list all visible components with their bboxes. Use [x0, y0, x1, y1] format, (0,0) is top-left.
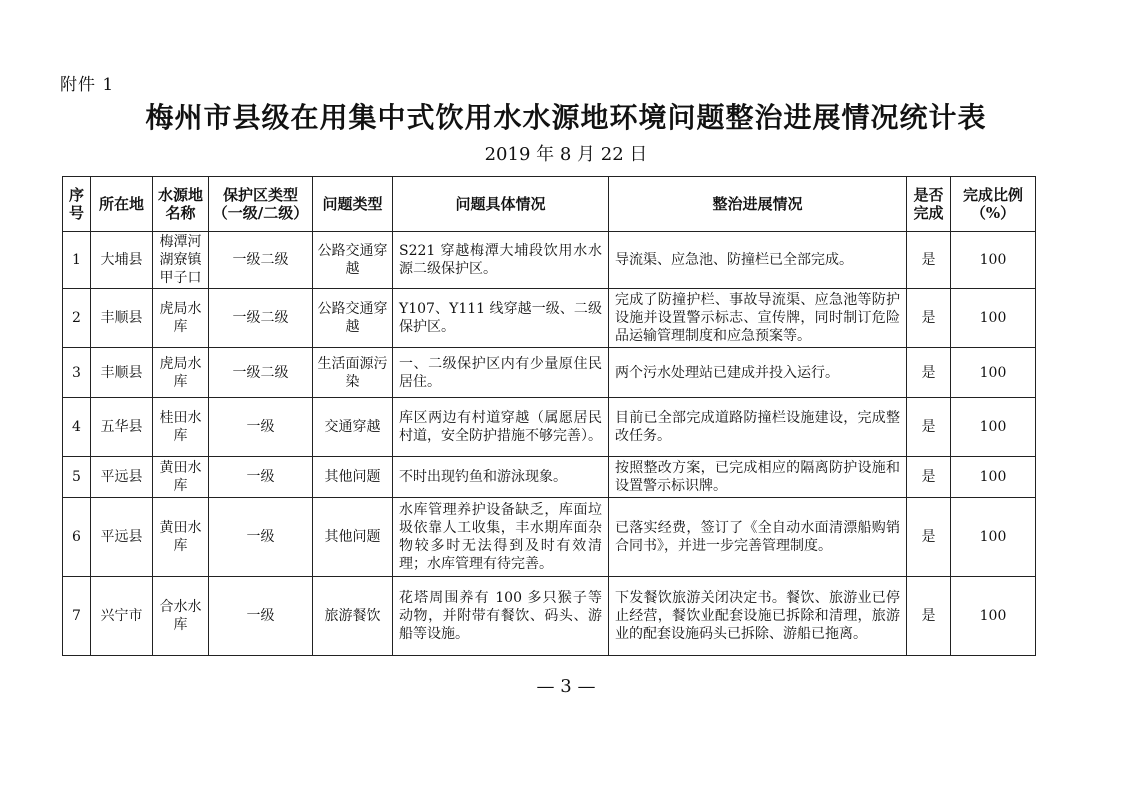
cell-location: 兴宁市: [91, 577, 153, 656]
cell-type: 其他问题: [313, 457, 393, 498]
table-row: [63, 232, 1036, 289]
cell-type: 生活面源污染: [313, 348, 393, 398]
cell-no: 1: [63, 232, 91, 289]
cell-progress: 按照整改方案，已完成相应的隔离防护设施和设置警示标识牌。: [609, 457, 907, 498]
cell-source: 虎局水库: [153, 348, 209, 398]
cell-ratio: 100: [951, 232, 1036, 289]
cell-progress: 两个污水处理站已建成并投入运行。: [609, 348, 907, 398]
cell-progress: 已落实经费，签订了《全自动水面清漂船购销合同书》，并进一步完善管理制度。: [609, 498, 907, 577]
table-row: [63, 498, 1036, 577]
cell-ratio: 100: [951, 289, 1036, 348]
cell-source: 梅潭河湖寮镇甲子口: [153, 232, 209, 289]
cell-no: 3: [63, 348, 91, 398]
cell-done: 是: [907, 457, 951, 498]
cell-location: 大埔县: [91, 232, 153, 289]
cell-done: 是: [907, 577, 951, 656]
table-header-row: [63, 177, 1036, 232]
cell-done: 是: [907, 348, 951, 398]
table-row: [63, 457, 1036, 498]
cell-detail: S221 穿越梅潭大埔段饮用水水源二级保护区。: [393, 232, 609, 289]
cell-location: 平远县: [91, 498, 153, 577]
cell-location: 五华县: [91, 398, 153, 457]
cell-detail: Y107、Y111 线穿越一级、二级保护区。: [393, 289, 609, 348]
header-ratio: 完成比例（%）: [951, 177, 1036, 232]
cell-zone: 一级: [209, 398, 313, 457]
table-row: [63, 289, 1036, 348]
cell-no: 5: [63, 457, 91, 498]
cell-source: 桂田水库: [153, 398, 209, 457]
cell-zone: 一级: [209, 577, 313, 656]
cell-ratio: 100: [951, 577, 1036, 656]
cell-zone: 一级: [209, 457, 313, 498]
cell-source: 虎局水库: [153, 289, 209, 348]
table-row: [63, 348, 1036, 398]
cell-progress: 完成了防撞护栏、事故导流渠、应急池等防护设施并设置警示标志、宣传牌，同时制订危险品运输管理制度和应急预案等。: [609, 289, 907, 348]
cell-type: 其他问题: [313, 498, 393, 577]
cell-done: 是: [907, 398, 951, 457]
cell-zone: 一级二级: [209, 348, 313, 398]
cell-no: 4: [63, 398, 91, 457]
header-detail: 问题具体情况: [393, 177, 609, 232]
cell-progress: 下发餐饮旅游关闭决定书。餐饮、旅游业已停止经营，餐饮业配套设施已拆除和清理，旅游业的配套设施码头已拆除、游船已拖离。: [609, 577, 907, 656]
cell-zone: 一级二级: [209, 232, 313, 289]
cell-progress: 目前已全部完成道路防撞栏设施建设，完成整改任务。: [609, 398, 907, 457]
cell-no: 2: [63, 289, 91, 348]
table-row: [63, 398, 1036, 457]
cell-ratio: 100: [951, 348, 1036, 398]
cell-location: 丰顺县: [91, 348, 153, 398]
cell-type: 公路交通穿越: [313, 232, 393, 289]
header-location: 所在地: [91, 177, 153, 232]
page-number: — 3 —: [536, 676, 596, 697]
cell-no: 7: [63, 577, 91, 656]
cell-location: 平远县: [91, 457, 153, 498]
attachment-label: 附件 1: [60, 75, 115, 95]
cell-no: 6: [63, 498, 91, 577]
header-no: 序号: [63, 177, 91, 232]
cell-source: 合水水库: [153, 577, 209, 656]
header-zone: 保护区类型（一级/二级）: [209, 177, 313, 232]
cell-detail: 花塔周围养有 100 多只猴子等动物，并附带有餐饮、码头、游船等设施。: [393, 577, 609, 656]
header-done: 是否完成: [907, 177, 951, 232]
cell-detail: 水库管理养护设备缺乏，库面垃圾依靠人工收集，丰水期库面杂物较多时无法得到及时有效清理；水库管理有待完善。: [393, 498, 609, 577]
cell-ratio: 100: [951, 398, 1036, 457]
cell-type: 公路交通穿越: [313, 289, 393, 348]
cell-ratio: 100: [951, 457, 1036, 498]
header-type: 问题类型: [313, 177, 393, 232]
header-progress: 整治进展情况: [609, 177, 907, 232]
cell-type: 旅游餐饮: [313, 577, 393, 656]
cell-ratio: 100: [951, 498, 1036, 577]
document-title: 梅州市县级在用集中式饮用水水源地环境问题整治进展情况统计表: [145, 101, 987, 134]
cell-done: 是: [907, 232, 951, 289]
header-source: 水源地名称: [153, 177, 209, 232]
cell-zone: 一级: [209, 498, 313, 577]
cell-progress: 导流渠、应急池、防撞栏已全部完成。: [609, 232, 907, 289]
cell-detail: 一、二级保护区内有少量原住民居住。: [393, 348, 609, 398]
cell-type: 交通穿越: [313, 398, 393, 457]
cell-detail: 库区两边有村道穿越（属愿居民村道，安全防护措施不够完善）。: [393, 398, 609, 457]
cell-zone: 一级二级: [209, 289, 313, 348]
cell-source: 黄田水库: [153, 498, 209, 577]
document-date: 2019 年 8 月 22 日: [484, 144, 648, 165]
statistics-table: [62, 176, 1036, 656]
cell-location: 丰顺县: [91, 289, 153, 348]
table-row: [63, 577, 1036, 656]
cell-done: 是: [907, 498, 951, 577]
cell-detail: 不时出现钓鱼和游泳现象。: [393, 457, 609, 498]
cell-source: 黄田水库: [153, 457, 209, 498]
cell-done: 是: [907, 289, 951, 348]
